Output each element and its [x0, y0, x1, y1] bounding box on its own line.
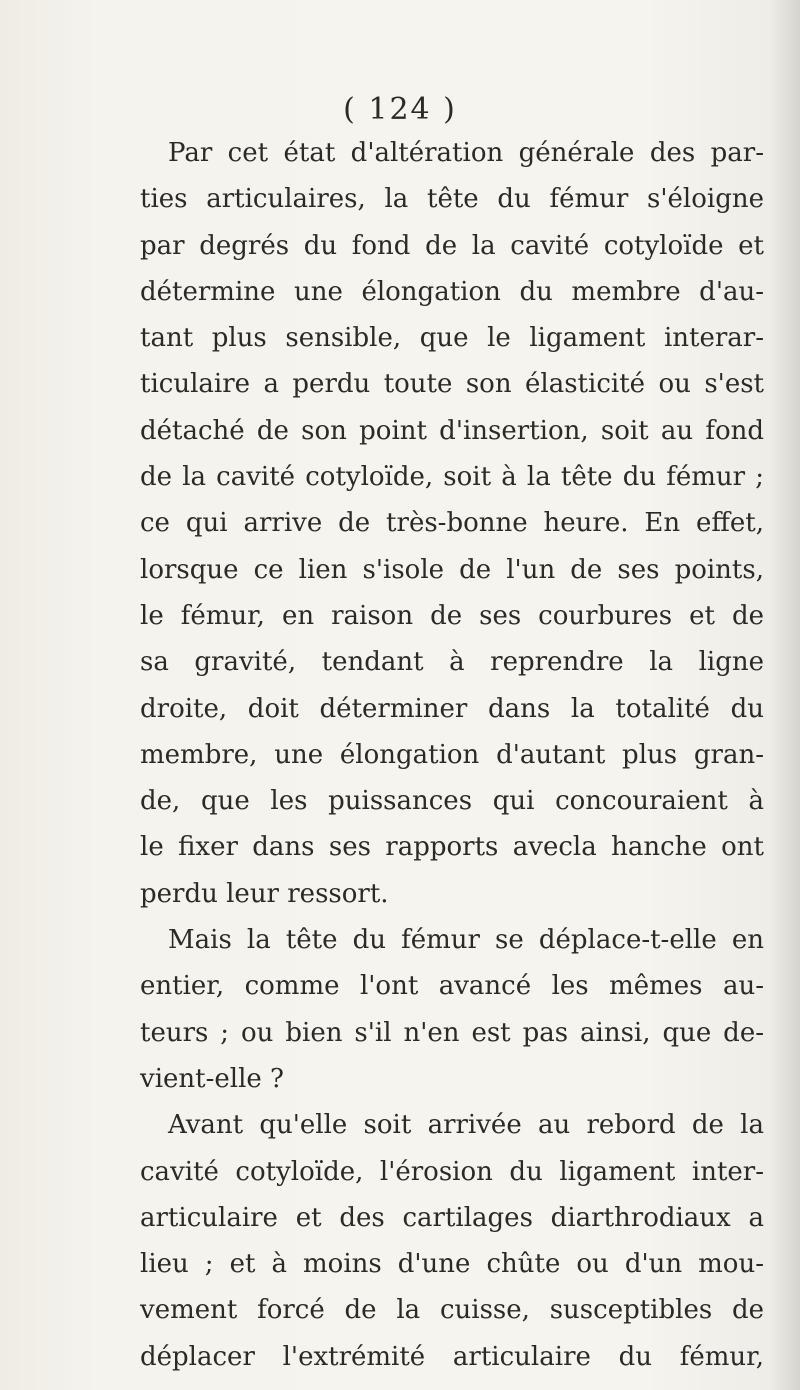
- text-line: vient-elle ?: [140, 1063, 284, 1094]
- text-line: ties articulaires, la tête du fémur s'éloigne: [140, 184, 764, 215]
- text-line: sa gravité, tendant à reprendre la ligne: [140, 647, 764, 678]
- body-text: [140, 130, 764, 1380]
- text-line: entier, comme l'ont avancé les mêmes au-: [140, 971, 764, 1002]
- text-line: lorsque ce lien s'isole de l'un de ses points,: [140, 554, 764, 585]
- text-line: ticulaire a perdu toute son élasticité ou s'est: [140, 369, 764, 400]
- text-line: Mais la tête du fémur se déplace-t-elle en: [168, 925, 764, 956]
- text-line: de la cavité cotyloïde, soit à la tête du fémur ;: [140, 462, 764, 493]
- text-line: teurs ; ou bien s'il n'en est pas ainsi, que de-: [140, 1017, 764, 1048]
- text-line: perdu leur ressort.: [140, 878, 389, 909]
- page-edge-shadow: [770, 0, 800, 1390]
- text-line: ce qui arrive de très-bonne heure. En effet,: [140, 508, 764, 539]
- text-line: Avant qu'elle soit arrivée au rebord de la: [168, 1110, 764, 1141]
- text-line: détermine une élongation du membre d'au-: [140, 276, 764, 307]
- text-line: détaché de son point d'insertion, soit au fond: [140, 415, 764, 446]
- text-line: de, que les puissances qui concouraient à: [140, 786, 764, 817]
- text-line: vement forcé de la cuisse, susceptibles de: [140, 1295, 764, 1326]
- text-line: le fixer dans ses rapports avecla hanche ont: [140, 832, 764, 863]
- text-line: membre, une élongation d'autant plus gran-: [140, 739, 764, 770]
- text-line: lieu ; et à moins d'une chûte ou d'un mou-: [140, 1249, 764, 1280]
- text-line: droite, doit déterminer dans la totalité du: [140, 693, 764, 724]
- text-line: le fémur, en raison de ses courbures et de: [140, 600, 764, 631]
- text-line: tant plus sensible, que le ligament interar-: [140, 323, 764, 354]
- text-line: articulaire et des cartilages diarthrodiaux a: [140, 1202, 764, 1233]
- text-line: cavité cotyloïde, l'érosion du ligament inter-: [140, 1156, 764, 1187]
- page-number-header: ( 124 ): [343, 92, 457, 127]
- text-line: déplacer l'extrémité articulaire du fémur,: [140, 1341, 764, 1372]
- text-line: Par cet état d'altération générale des par-: [168, 138, 764, 168]
- text-line: par degrés du fond de la cavité cotyloïde et: [140, 230, 764, 261]
